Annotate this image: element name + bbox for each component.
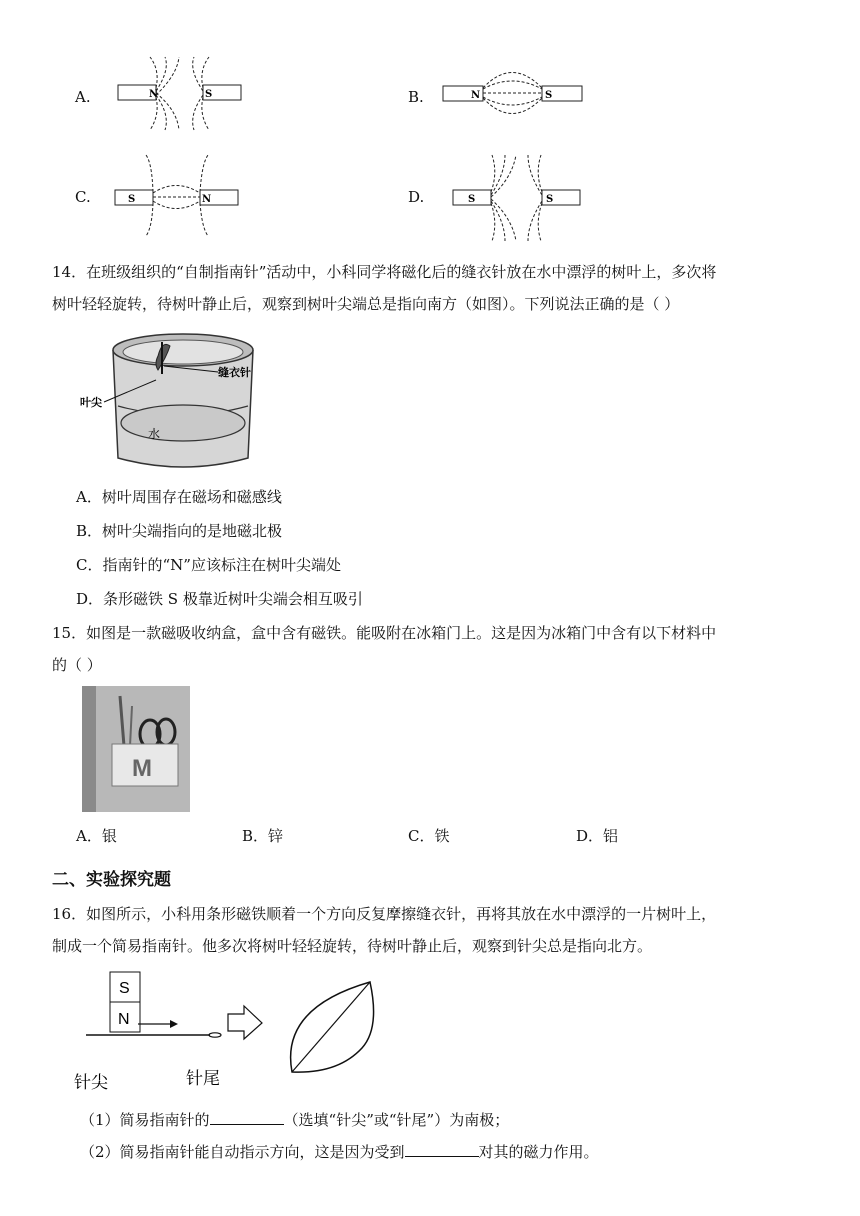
needle-magnetizing-figure [70,968,390,1093]
sub2-post-text: 对其的磁力作用。 [478,1143,599,1161]
sub2-pre-text: （2）简易指南针能自动指示方向，这是因为受到 [80,1143,405,1161]
magnet-pole-label: N [149,89,159,100]
question-16-stem-line2: 制成一个简易指南针。他多次将树叶轻轻旋转，待树叶静止后，观察到针尖总是指向北方。 [52,937,653,955]
sub1-pre-text: （1）简易指南针的 [80,1111,210,1129]
magnet-pole-label: S [468,194,476,205]
magnet-s-label: S [119,980,130,997]
question-14-option-c[interactable]: C．指南针的“N”应该标注在树叶尖端处 [76,556,341,574]
option-c-figure [112,153,242,238]
question-14-option-b[interactable]: B．树叶尖端指向的是地磁北极 [76,522,283,540]
magnetic-box-photo [82,686,190,812]
section-heading: 二、实验探究题 [52,870,171,890]
option-d-label: D. [408,188,425,206]
question-14-stem-line1: 14．在班级组织的“自制指南针”活动中，小科同学将磁化后的缝衣针放在水中漂浮的树叶上，多次将 [52,263,717,281]
question-16-stem-line1: 16．如图所示，小科用条形磁铁顺着一个方向反复摩擦缝衣针，再将其放在水中漂浮的一片树叶上， [52,905,717,923]
water-label: 水 [148,427,161,441]
question-15-stem-line2: 的（ ） [52,656,102,674]
leaf-tip-label: 叶尖 [80,396,102,409]
question-14-option-a[interactable]: A．树叶周围存在磁场和磁感线 [76,488,282,506]
option-a-figure [115,55,245,135]
answer-blank-2[interactable] [405,1140,479,1157]
magnet-pole-label: S [128,194,136,205]
option-b-figure [440,55,585,135]
magnet-pole-label: S [545,90,553,101]
question-15-option-b[interactable]: B．锌 [242,827,284,845]
question-16-sub1 [80,1108,509,1130]
needle-label: 缝衣针 [218,366,251,379]
question-15-stem-line1: 15．如图是一款磁吸收纳盒，盒中含有磁铁。能吸附在冰箱门上。这是因为冰箱门中含有以下材料中 [52,624,717,642]
magnet-pole-label: S [205,89,213,100]
magnet-pole-label: S [546,194,554,205]
question-15-option-d[interactable]: D．铝 [576,827,619,845]
question-16-sub2 [80,1140,599,1162]
question-15-option-c[interactable]: C．铁 [408,827,450,845]
option-b-label: B. [408,88,424,106]
option-a-label: A. [75,88,91,106]
needle-tail-label: 针尾 [186,1069,220,1089]
magnet-pole-label: N [202,194,212,205]
question-14-stem-line2: 树叶轻轻旋转，待树叶静止后，观察到树叶尖端总是指向南方（如图）。下列说法正确的是（ ） [52,295,680,313]
needle-tip-label: 针尖 [74,1073,108,1093]
magnet-n-label: N [118,1011,130,1028]
answer-blank-1[interactable] [210,1108,284,1125]
option-c-label: C. [75,188,91,206]
magnet-pole-label: N [471,90,481,101]
question-15-option-a[interactable]: A．银 [76,827,117,845]
sub1-post-text: （选填“针尖”或“针尾”）为南极； [283,1111,510,1129]
option-d-figure [450,153,585,243]
svg-text:M: M [132,755,152,782]
leaf-compass-figure [78,328,278,473]
question-14-option-d[interactable]: D．条形磁铁 S 极靠近树叶尖端会相互吸引 [76,590,363,608]
